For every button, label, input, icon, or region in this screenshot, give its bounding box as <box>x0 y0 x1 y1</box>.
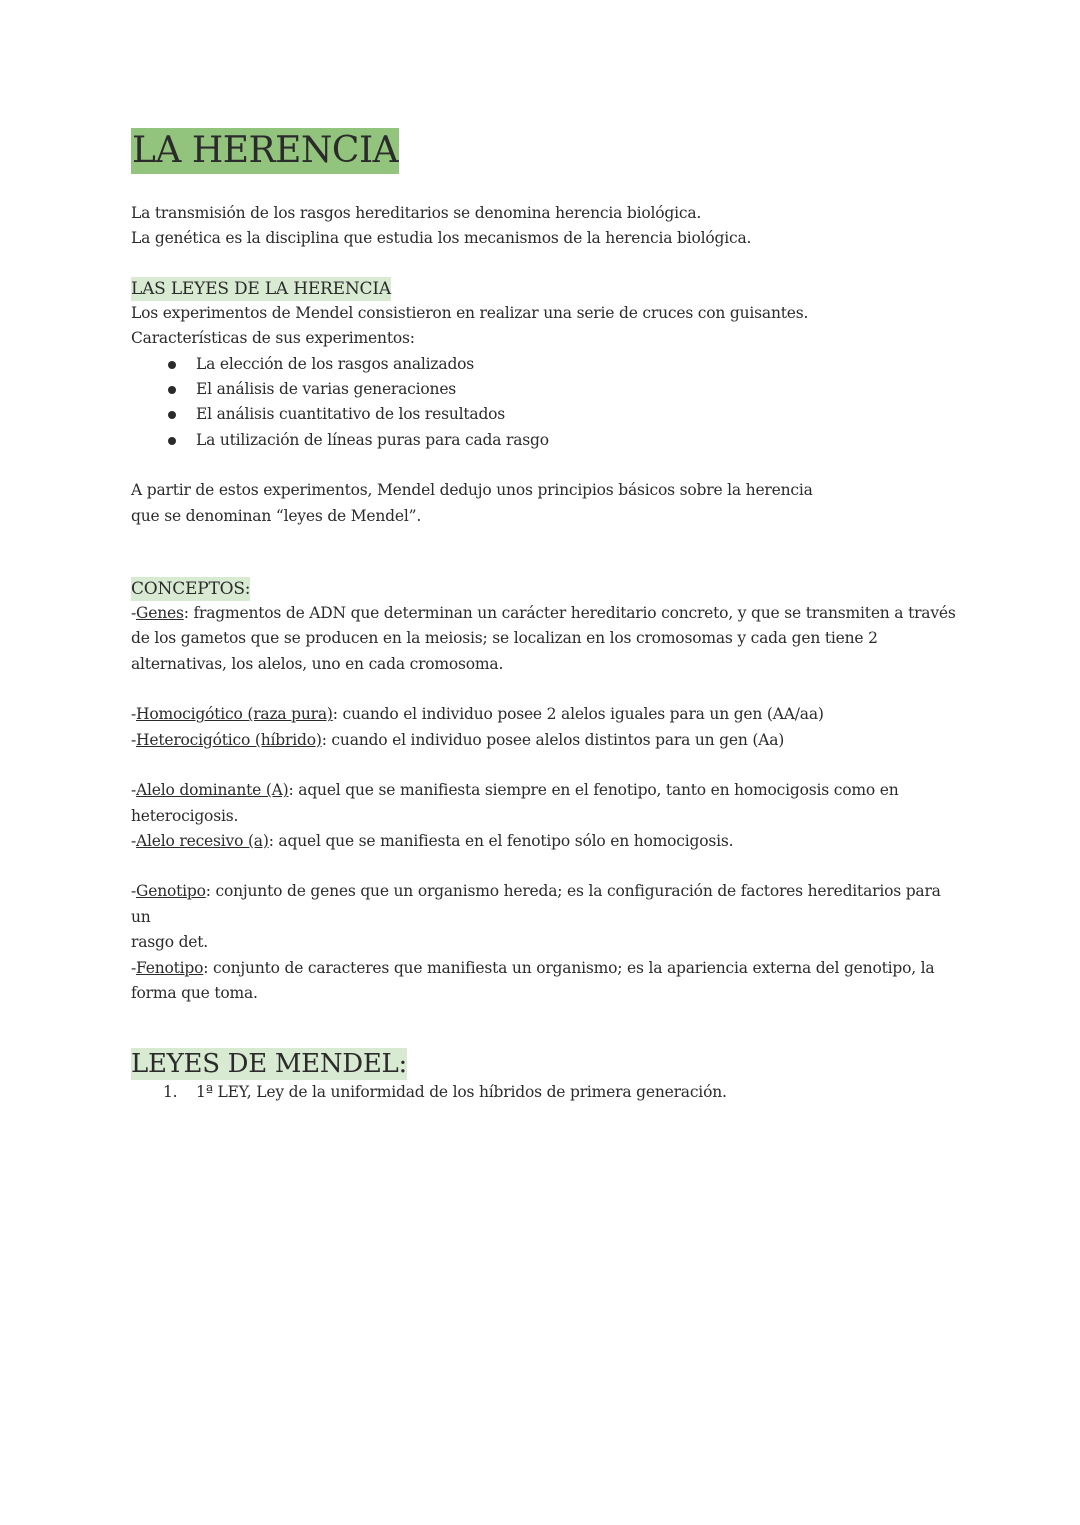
term-genotipo: Genotipo <box>136 882 206 901</box>
concept-alelo-dominante-line-1: -Alelo dominante (A): aquel que se manifiesta siempre en el fenotipo, tanto en homocigosis como en <box>131 781 899 800</box>
heading-conceptos: CONCEPTOS: <box>131 579 251 600</box>
heading-leyes-herencia: LAS LEYES DE LA HERENCIA <box>131 278 391 299</box>
term-alelo-recesivo: Alelo recesivo (a) <box>136 831 269 850</box>
concept-heterocigotico: -Heterocigótico (híbrido): cuando el individuo posee alelos distintos para un gen (Aa) <box>131 730 785 749</box>
bullet-icon <box>168 386 176 394</box>
heading-leyes-mendel: LEYES DE MENDEL: <box>131 1049 407 1080</box>
term-genes: Genes <box>136 604 184 623</box>
list-item: La utilización de líneas puras para cada rasgo <box>165 428 961 453</box>
term-fenotipo: Fenotipo <box>136 958 204 977</box>
concept-genotipo-line-1: -Genotipo: conjunto de genes que un organismo hereda; es la configuración de factores hereditarios para un <box>131 882 941 926</box>
leyes-herencia-line-1: Los experimentos de Mendel consistieron en realizar una serie de cruces con guisantes. <box>131 303 809 322</box>
term-heterocigotico: Heterocigótico (híbrido) <box>136 730 322 749</box>
intro-line-2: La genética es la disciplina que estudia los mecanismos de la herencia biológica. <box>131 229 752 248</box>
bullet-icon <box>168 411 176 419</box>
mendel-laws-list <box>131 1080 961 1105</box>
experiment-characteristics-list <box>131 352 961 454</box>
list-item: 1. 1ª LEY, Ley de la uniformidad de los híbridos de primera generación. <box>163 1080 961 1105</box>
concept-fenotipo-line-2: forma que toma. <box>131 983 258 1002</box>
leyes-herencia-line-2: Características de sus experimentos: <box>131 329 415 348</box>
term-alelo-dominante: Alelo dominante (A) <box>136 781 289 800</box>
conclusion-line-1: A partir de estos experimentos, Mendel dedujo unos principios básicos sobre la herencia <box>131 481 813 500</box>
concept-homocigotico: -Homocigótico (raza pura): cuando el individuo posee 2 alelos iguales para un gen (AA/aa) <box>131 705 824 724</box>
list-item: El análisis de varias generaciones <box>165 377 961 402</box>
document-page <box>131 128 961 1106</box>
bullet-icon <box>168 437 176 445</box>
concept-genes-line-3: alternativas, los alelos, uno en cada cromosoma. <box>131 654 504 673</box>
concept-genes-line-2: de los gametos que se producen en la meiosis; se localizan en los cromosomas y cada gen tiene 2 <box>131 629 878 648</box>
bullet-icon <box>168 361 176 369</box>
concept-fenotipo-line-1: -Fenotipo: conjunto de caracteres que manifiesta un organismo; es la apariencia externa del genotipo, la <box>131 958 935 977</box>
conclusion-line-2: que se denominan “leyes de Mendel”. <box>131 506 422 525</box>
list-number: 1. <box>163 1083 178 1102</box>
concept-genotipo-line-2: rasgo det. <box>131 933 209 952</box>
document-title: LA HERENCIA <box>131 128 399 174</box>
term-homocigotico: Homocigótico (raza pura) <box>136 705 333 724</box>
concept-genes-line-1: -Genes: fragmentos de ADN que determinan un carácter hereditario concreto, y que se transmiten a través <box>131 604 956 623</box>
list-item: El análisis cuantitativo de los resultados <box>165 402 961 427</box>
concept-alelo-recesivo: -Alelo recesivo (a): aquel que se manifiesta en el fenotipo sólo en homocigosis. <box>131 831 734 850</box>
list-item: La elección de los rasgos analizados <box>165 352 961 377</box>
intro-line-1: La transmisión de los rasgos hereditarios se denomina herencia biológica. <box>131 204 702 222</box>
concept-alelo-dominante-line-2: heterocigosis. <box>131 806 239 825</box>
